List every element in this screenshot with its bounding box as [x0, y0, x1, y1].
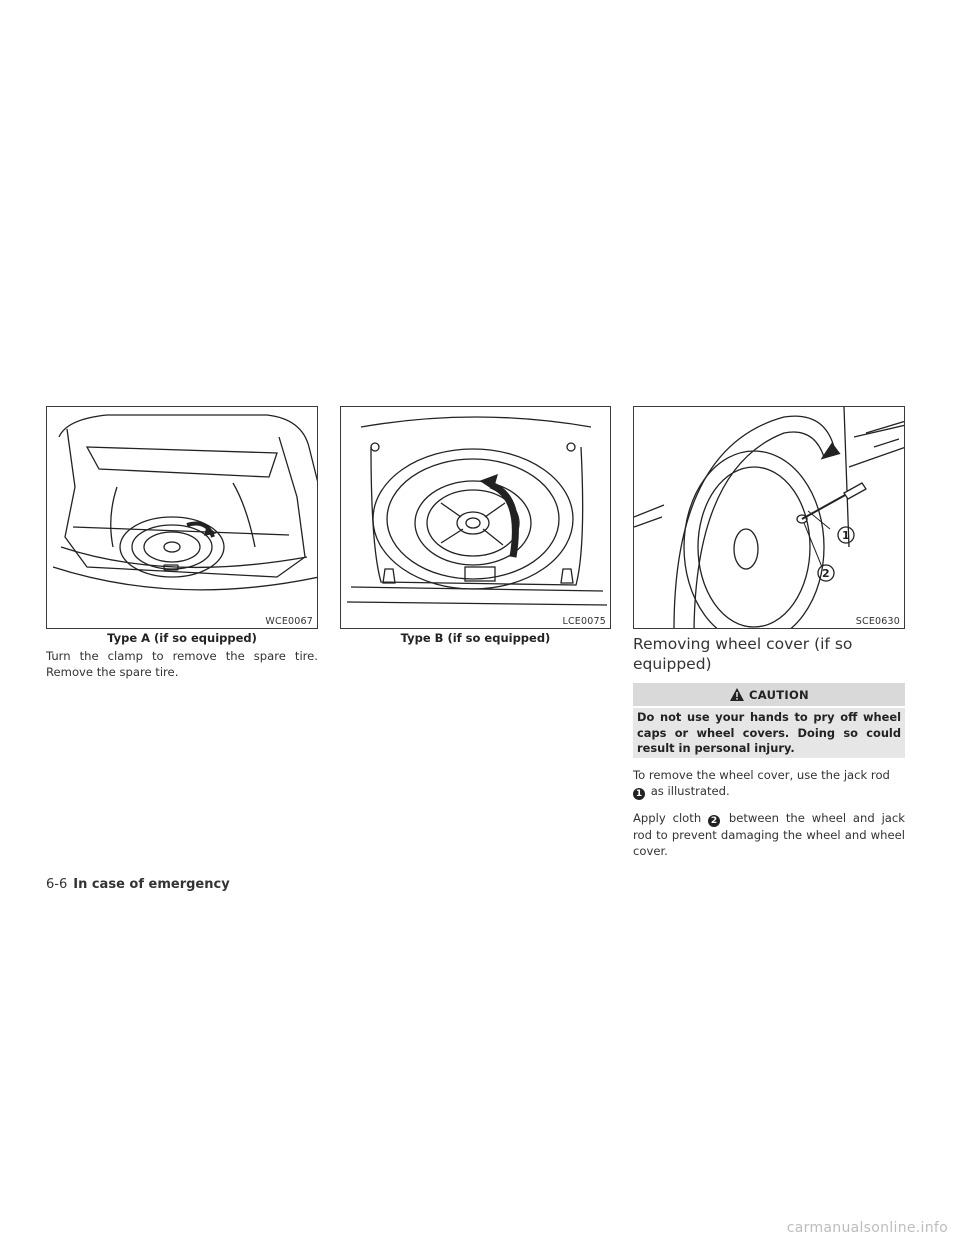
callout-1-badge: 1 [633, 788, 645, 800]
warning-icon [729, 687, 745, 702]
figure-code: SCE0630 [855, 616, 900, 627]
figure-wheel-cover [633, 406, 905, 629]
paragraph-jack-rod [633, 767, 905, 800]
spare-tire-instructions: Turn the clamp to remove the spare tire. Remove the spare tire. [46, 649, 318, 679]
caution-label: CAUTION [749, 687, 809, 702]
section-heading: Removing wheel cover (if so equipped) [633, 635, 853, 673]
page-footer [46, 877, 230, 892]
watermark: carmanualsonline.info [786, 1220, 948, 1236]
caution-text: Do not use your hands to pry off wheel caps or wheel covers. Doing so could result in personal injury. [633, 708, 905, 758]
paragraph-cloth [633, 810, 905, 859]
paragraph-cloth-a: Apply cloth [633, 811, 702, 825]
chapter-title: In case of emergency [73, 877, 230, 892]
figure-caption-type-a: Type A (if so equipped) [107, 631, 257, 645]
figure-code: LCE0075 [562, 616, 606, 627]
figure-caption-type-b: Type B (if so equipped) [400, 631, 551, 645]
spare-tire-well-illustration [341, 407, 611, 629]
callout-1-number: 1 [842, 529, 850, 542]
paragraph-jack-rod-a: To remove the wheel cover, use the jack rod [633, 768, 890, 782]
paragraph-jack-rod-b: as illustrated. [650, 784, 730, 798]
caution-header [633, 683, 905, 706]
trunk-spare-tire-illustration [47, 407, 318, 629]
figure-type-b [340, 406, 611, 629]
callout-2-badge: 2 [708, 815, 720, 827]
page-number: 6-6 [46, 877, 68, 892]
figure-code: WCE0067 [265, 616, 313, 627]
paragraph-cloth-b: between the wheel and jack rod to prevent damaging the wheel and wheel cover. [633, 811, 906, 858]
callout-2-number: 2 [822, 567, 830, 580]
wheel-cover-removal-illustration [634, 407, 905, 629]
figure-type-a [46, 406, 318, 629]
